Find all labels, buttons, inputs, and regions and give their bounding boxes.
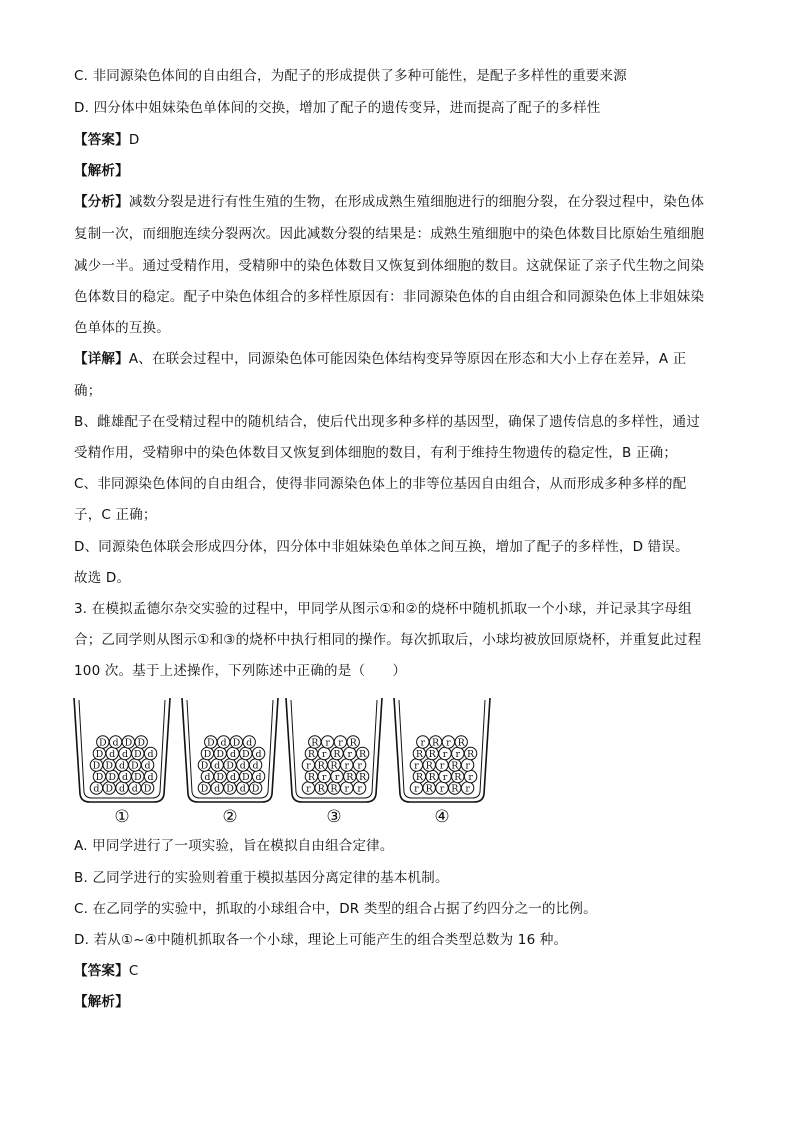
allele-letter: r [420,737,426,749]
allele-letter: r [439,760,445,772]
allele-letter: D [200,760,209,772]
allele-ball [144,747,156,760]
allele-ball [426,747,438,760]
answer-2-line [74,961,138,981]
allele-ball [413,747,425,760]
allele-ball [353,782,365,795]
allele-letter: d [239,760,246,772]
allele-ball [90,782,102,795]
allele-ball [103,759,115,772]
allele-letter: R [425,760,433,772]
allele-letter: r [442,771,448,783]
allele-ball [410,782,422,795]
analysis-2-tag: 【解析】 [74,994,129,1010]
allele-letter: r [321,748,327,760]
allele-ball [436,759,448,772]
beaker-label: ④ [434,807,450,827]
allele-ball [106,770,118,783]
answer-1-line [74,130,139,150]
allele-ball [426,770,438,783]
allele-ball [106,747,118,760]
xiangjie-line-b2: 受精作用，受精卵中的染色体数目又恢复到体细胞的数目，有利于维持生物遗传的稳定性，B 正确； [74,445,678,461]
question-3-line-1: 3. 在模拟孟德尔杂交实验的过程中，甲同学从图示①和②的烧杯中随机抓取一个小球，并记录其字母组 [74,601,692,617]
xiangjie-line-d: D、同源染色体联会形成四分体，四分体中非姐妹染色单体之间互换，增加了配子的多样性，D 错误。 [74,539,689,555]
allele-letter: r [306,760,311,772]
allele-ball [249,782,261,795]
allele-ball [452,770,464,783]
allele-letter: d [239,783,246,795]
fenxi-line-3: 减少一半。通过受精作用，受精卵中的染色体数目又恢复到体细胞的数目。这就保证了亲子代生物之间染 [74,258,705,274]
beaker-3 [286,698,382,827]
allele-ball [237,759,249,772]
allele-letter: D [216,771,225,783]
option-d2-line: D. 若从①~④中随机抓取各一个小球，理论上可能产生的组合类型总数为 16 种。 [74,932,568,948]
allele-letter: d [118,760,126,772]
allele-ball [302,782,314,795]
allele-letter: r [306,783,311,795]
allele-letter: d [255,748,262,760]
allele-letter: R [333,748,341,760]
beaker-label: ② [222,807,238,827]
allele-letter: d [214,760,221,772]
allele-letter: R [451,760,459,772]
allele-letter: R [432,737,440,749]
allele-letter: r [325,737,330,749]
allele-letter: R [349,737,357,749]
allele-ball [455,736,467,749]
allele-letter: d [112,737,119,749]
allele-ball [347,736,359,749]
xiangjie-line-b1: B、雌雄配子在受精过程中的随机结合，使后代出现多种多样的基因型，确保了遗传信息的多样性，通过 [74,414,700,430]
allele-letter: D [226,783,234,795]
allele-ball [318,770,330,783]
answer-2-tag: 【答案】 [74,963,129,979]
allele-letter: D [105,760,114,772]
beaker-2 [182,698,278,827]
allele-letter: D [95,771,104,783]
allele-letter: R [346,771,354,783]
allele-letter: d [121,748,129,760]
allele-letter: R [415,748,423,760]
allele-letter: D [232,737,241,749]
beakers-figure [70,692,500,827]
allele-letter: R [415,771,423,783]
xiangjie-line-c1: C、非同源染色体间的自由组合，使得非同源染色体上的非等位基因自由组合，从而形成多种多样的配 [74,476,687,492]
allele-ball [135,736,147,749]
allele-letter: r [334,771,340,783]
allele-ball [141,782,153,795]
allele-letter: D [143,783,152,795]
allele-ball [103,782,115,795]
allele-ball [461,782,473,795]
allele-letter: r [442,748,448,760]
allele-ball [240,747,252,760]
option-c2-line: C. 在乙同学的实验中，抓取的小球组合中，DR 类型的组合占据了约四分之一的比例。 [74,901,597,917]
allele-ball [109,736,121,749]
allele-letter: r [338,737,343,749]
allele-ball [230,736,242,749]
allele-letter: D [226,760,234,772]
allele-letter: r [347,748,353,760]
allele-letter: d [147,748,154,760]
allele-letter: d [229,748,237,760]
allele-letter: R [425,783,433,795]
fenxi-line-4: 色体数目的稳定。配子中染色体组合的多样性原因有：非同源染色体的自由组合和同源染色体上非姐妹染 [74,289,705,305]
allele-ball [341,759,353,772]
allele-ball [129,782,141,795]
allele-letter: r [465,760,470,772]
allele-ball [331,770,343,783]
allele-letter: r [344,783,350,795]
allele-letter: D [105,783,114,795]
allele-letter: D [251,783,260,795]
option-d-line: D. 四分体中姐妹染色单体间的交换，增加了配子的遗传变异，进而提高了配子的多样性 [74,100,601,116]
xiangjie-line-a1 [74,349,686,369]
allele-letter: d [220,737,227,749]
allele-ball [144,770,156,783]
allele-letter: D [98,737,107,749]
allele-ball [302,759,314,772]
allele-ball [93,770,105,783]
allele-letter: D [241,748,250,760]
beaker-1 [74,698,170,827]
allele-letter: D [124,737,133,749]
allele-ball [119,747,131,760]
allele-ball [315,782,327,795]
allele-ball [97,736,109,749]
allele-letter: r [455,748,461,760]
allele-ball [356,747,368,760]
allele-ball [198,759,210,772]
allele-ball [464,747,476,760]
allele-ball [227,747,239,760]
allele-letter: D [216,748,225,760]
allele-letter: D [130,760,139,772]
xiangjie-line-a2: 确； [74,383,102,399]
allele-ball [243,736,255,749]
allele-letter: R [454,771,462,783]
allele-letter: d [204,771,211,783]
allele-letter: d [147,771,154,783]
allele-ball [119,770,131,783]
allele-letter: R [359,748,367,760]
question-3-line-3: 100 次。基于上述操作，下列陈述中正确的是（ ） [74,663,407,679]
allele-letter: R [451,783,459,795]
allele-ball [315,759,327,772]
option-a-line: A. 甲同学进行了一项实验，旨在模拟自由组合定律。 [74,838,394,854]
allele-ball [321,736,333,749]
allele-ball [211,759,223,772]
allele-ball [93,747,105,760]
allele-letter: r [344,760,350,772]
answer-value: D [128,132,140,148]
allele-ball [309,736,321,749]
allele-ball [116,759,128,772]
allele-letter: R [428,771,436,783]
allele-ball [305,770,317,783]
allele-letter: R [317,760,325,772]
xiangjie-line-c2: 子，C 正确； [74,507,157,523]
allele-letter: d [131,783,138,795]
allele-ball [344,770,356,783]
allele-letter: R [317,783,325,795]
allele-ball [224,759,236,772]
conclusion-line: 故选 D。 [74,570,131,586]
allele-letter: d [118,783,126,795]
allele-ball [141,759,153,772]
allele-letter: r [357,783,362,795]
allele-ball [198,782,210,795]
allele-ball [132,770,144,783]
allele-letter: r [357,760,362,772]
fenxi-line-5: 色单体的互换。 [74,320,170,336]
xiangjie-tag: 【详解】 [74,351,129,367]
beaker-label: ① [114,807,130,827]
allele-ball [90,759,102,772]
allele-letter: R [359,771,367,783]
allele-ball [452,747,464,760]
allele-letter: D [137,737,146,749]
allele-ball [224,782,236,795]
fenxi-line-1 [74,192,704,212]
allele-ball [439,770,451,783]
allele-ball [429,736,441,749]
allele-ball [237,782,249,795]
allele-ball [344,747,356,760]
allele-letter: R [311,737,319,749]
allele-letter: d [255,771,262,783]
allele-ball [252,770,264,783]
allele-letter: R [330,783,338,795]
allele-ball [328,782,340,795]
allele-ball [328,759,340,772]
allele-ball [464,770,476,783]
allele-letter: d [109,748,116,760]
xiangjie-text-a1: A、在联会过程中，同源染色体可能因染色体结构变异等原因在形态和大小上存在差异，A 正 [128,351,687,367]
answer-2-value: C [128,963,139,979]
allele-ball [334,736,346,749]
beaker-label: ③ [326,807,342,827]
allele-letter: R [428,748,436,760]
allele-letter: d [214,783,221,795]
allele-ball [249,759,261,772]
allele-letter: D [133,771,142,783]
option-b-line: B. 乙同学进行的实验则着重于模拟基因分离定律的基本机制。 [74,870,449,886]
fenxi-text-1: 减数分裂是进行有性生殖的生物，在形成成熟生殖细胞进行的细胞分裂，在分裂过程中，染色体 [128,194,705,210]
allele-letter: D [206,737,215,749]
allele-ball [423,782,435,795]
allele-letter: R [467,748,475,760]
allele-letter: D [108,771,117,783]
allele-letter: r [465,783,470,795]
allele-ball [201,747,213,760]
allele-letter: r [414,760,419,772]
allele-letter: d [121,771,129,783]
allele-ball [439,747,451,760]
allele-letter: D [95,748,104,760]
allele-ball [305,747,317,760]
allele-letter: d [93,783,100,795]
allele-ball [461,759,473,772]
allele-letter: r [414,783,419,795]
allele-ball [410,759,422,772]
allele-letter: r [321,771,327,783]
allele-letter: R [307,748,315,760]
allele-ball [353,759,365,772]
allele-letter: D [203,748,212,760]
allele-letter: D [92,760,101,772]
allele-letter: r [446,737,451,749]
allele-letter: R [330,760,338,772]
question-3-line-2: 合；乙同学则从图示①和③的烧杯中执行相同的操作。每次抓取后，小球均被放回原烧杯，并重复此过程 [74,632,702,648]
allele-ball [356,770,368,783]
allele-ball [116,782,128,795]
allele-letter: R [457,737,465,749]
allele-letter: d [246,737,253,749]
allele-ball [132,747,144,760]
allele-letter: d [144,760,151,772]
allele-letter: r [439,783,445,795]
allele-ball [214,770,226,783]
allele-ball [436,782,448,795]
allele-ball [331,747,343,760]
answer-tag: 【答案】 [74,132,129,148]
beaker-4 [394,698,490,827]
fenxi-line-2: 复制一次，而细胞连续分裂两次。因此减数分裂的结果是：成熟生殖细胞中的染色体数目比原始生殖细胞 [74,226,705,242]
allele-ball [423,759,435,772]
allele-ball [201,770,213,783]
allele-ball [417,736,429,749]
allele-ball [214,747,226,760]
allele-ball [341,782,353,795]
allele-ball [217,736,229,749]
allele-ball [442,736,454,749]
allele-ball [211,782,223,795]
allele-ball [413,770,425,783]
allele-letter: d [229,771,237,783]
allele-ball [240,770,252,783]
allele-ball [122,736,134,749]
allele-letter: D [200,783,209,795]
allele-ball [129,759,141,772]
allele-ball [318,747,330,760]
allele-ball [449,782,461,795]
allele-ball [449,759,461,772]
option-c-line: C. 非同源染色体间的自由组合，为配子的形成提供了多种可能性，是配子多样性的重要来源 [74,68,627,84]
allele-ball [227,770,239,783]
allele-letter: D [133,748,142,760]
allele-letter: R [307,771,315,783]
allele-letter: r [468,771,473,783]
allele-letter: D [241,771,250,783]
analysis-tag: 【解析】 [74,163,129,179]
allele-letter: d [252,760,259,772]
allele-ball [205,736,217,749]
fenxi-tag: 【分析】 [74,194,129,210]
allele-ball [252,747,264,760]
